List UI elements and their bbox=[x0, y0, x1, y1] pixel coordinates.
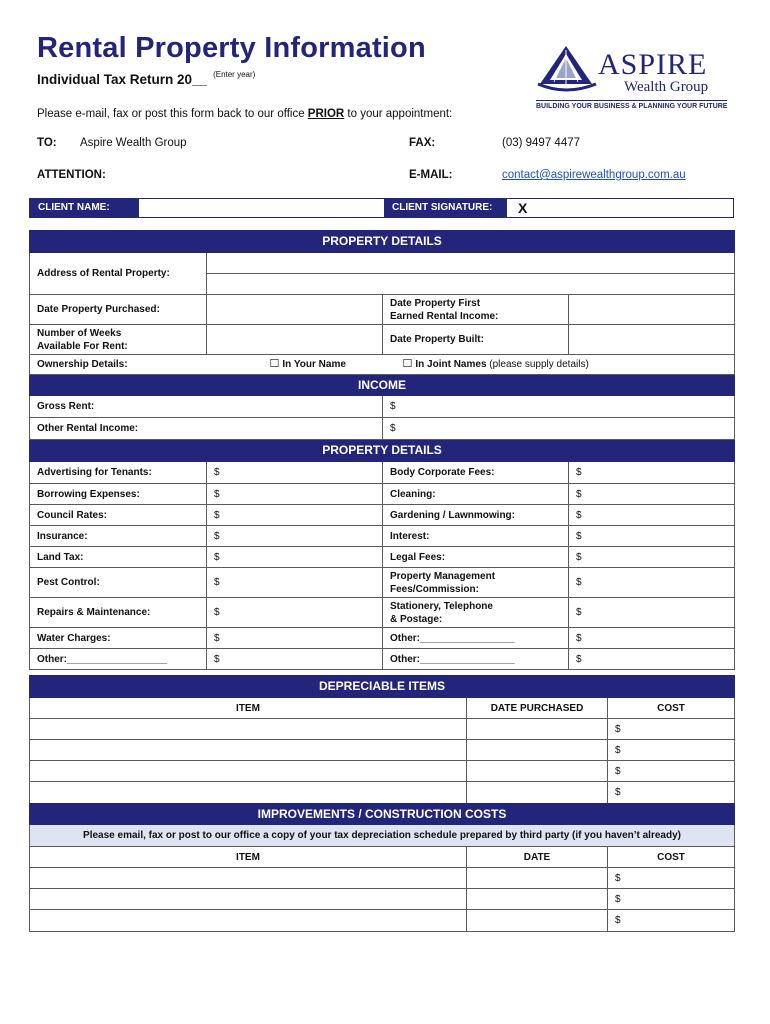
client-bar bbox=[29, 198, 734, 218]
checkbox-icon[interactable]: ☐ bbox=[269, 358, 280, 370]
cost-field[interactable]: $ bbox=[608, 910, 735, 932]
cost-field[interactable]: $ bbox=[608, 719, 735, 740]
expense-field[interactable]: $ bbox=[569, 628, 735, 649]
expense-field[interactable]: $ bbox=[569, 547, 735, 568]
item-field[interactable] bbox=[30, 889, 467, 910]
expense-field[interactable]: $ bbox=[207, 526, 383, 547]
gross-rent-label: Gross Rent: bbox=[30, 396, 383, 418]
client-name-label: CLIENT NAME: bbox=[30, 199, 138, 217]
checkbox-icon[interactable]: ☐ bbox=[402, 358, 413, 370]
email-label: E-MAIL: bbox=[409, 169, 453, 181]
built-field[interactable] bbox=[569, 325, 735, 355]
form-subtitle bbox=[37, 72, 255, 87]
joint-names-note: (please supply details) bbox=[486, 359, 589, 370]
date-field[interactable] bbox=[467, 761, 608, 782]
date-field[interactable] bbox=[467, 740, 608, 761]
date-purchased-field[interactable] bbox=[207, 295, 383, 325]
expense-label-line-2: Fees/Commission: bbox=[390, 583, 479, 595]
gross-rent-field[interactable]: $ bbox=[383, 396, 735, 418]
expense-label-2line bbox=[383, 598, 569, 628]
col-date-purchased: DATE PURCHASED bbox=[467, 698, 608, 719]
client-signature-field[interactable] bbox=[506, 199, 733, 217]
logo-subname: Wealth Group bbox=[624, 79, 709, 95]
date-purchased-label: Date Property Purchased: bbox=[30, 295, 207, 325]
first-income-label bbox=[383, 295, 569, 325]
weeks-label-2: Available For Rent: bbox=[37, 340, 128, 352]
depreciable-items-table bbox=[29, 675, 735, 804]
expenses-heading: PROPERTY DETAILS bbox=[30, 440, 735, 462]
weeks-field[interactable] bbox=[207, 325, 383, 355]
expense-field[interactable]: $ bbox=[207, 462, 383, 484]
expense-field[interactable]: $ bbox=[569, 462, 735, 484]
email-link[interactable]: contact@aspirewealthgroup.com.au bbox=[502, 169, 686, 181]
ownership-label: Ownership Details: bbox=[30, 355, 207, 375]
col-cost: COST bbox=[608, 847, 735, 868]
date-field[interactable] bbox=[467, 910, 608, 932]
expense-field[interactable]: $ bbox=[207, 598, 383, 628]
expense-label: Insurance: bbox=[30, 526, 207, 547]
logo-tagline: BUILDING YOUR BUSINESS & PLANNING YOUR FUTURE bbox=[536, 100, 727, 110]
item-field[interactable] bbox=[30, 740, 467, 761]
cost-field[interactable]: $ bbox=[608, 889, 735, 910]
col-item: ITEM bbox=[30, 698, 467, 719]
cost-field[interactable]: $ bbox=[608, 782, 735, 804]
address-field[interactable] bbox=[207, 253, 735, 274]
expense-label: Body Corporate Fees: bbox=[383, 462, 569, 484]
instructions-pre: Please e-mail, fax or post this form back to our office bbox=[37, 108, 308, 120]
first-income-label-1: Date Property First bbox=[390, 297, 481, 309]
date-field[interactable] bbox=[467, 719, 608, 740]
own-name-option[interactable] bbox=[207, 355, 383, 375]
item-field[interactable] bbox=[30, 868, 467, 889]
improvements-table bbox=[29, 803, 735, 932]
income-heading: INCOME bbox=[30, 375, 735, 396]
to-label: TO: bbox=[37, 137, 57, 149]
expense-label: Advertising for Tenants: bbox=[30, 462, 207, 484]
depreciable-heading: DEPRECIABLE ITEMS bbox=[30, 676, 735, 698]
date-field[interactable] bbox=[467, 889, 608, 910]
expense-label: Land Tax: bbox=[30, 547, 207, 568]
expense-field[interactable]: $ bbox=[569, 598, 735, 628]
expense-field[interactable]: $ bbox=[207, 484, 383, 505]
expense-field[interactable]: $ bbox=[569, 526, 735, 547]
joint-names-option[interactable] bbox=[383, 355, 735, 375]
first-income-label-2: Earned Rental Income: bbox=[390, 310, 499, 322]
expense-label: Other:_________________ bbox=[383, 628, 569, 649]
client-name-field[interactable] bbox=[138, 199, 384, 217]
cost-field[interactable]: $ bbox=[608, 740, 735, 761]
item-field[interactable] bbox=[30, 782, 467, 804]
expense-label: Borrowing Expenses: bbox=[30, 484, 207, 505]
company-logo bbox=[536, 44, 730, 114]
cost-field[interactable]: $ bbox=[608, 761, 735, 782]
item-field[interactable] bbox=[30, 719, 467, 740]
first-income-field[interactable] bbox=[569, 295, 735, 325]
other-income-label: Other Rental Income: bbox=[30, 418, 383, 440]
expense-field[interactable]: $ bbox=[207, 628, 383, 649]
instructions-post: to your appointment: bbox=[344, 108, 453, 120]
col-cost: COST bbox=[608, 698, 735, 719]
expense-label: Other:_________________ bbox=[383, 649, 569, 670]
expense-field[interactable]: $ bbox=[569, 568, 735, 598]
logo-name: ASPIRE bbox=[598, 48, 708, 81]
expense-label-line-2: & Postage: bbox=[390, 613, 443, 625]
fax-label: FAX: bbox=[409, 137, 436, 149]
fax-value: (03) 9497 4477 bbox=[502, 137, 581, 149]
expense-field[interactable]: $ bbox=[207, 505, 383, 526]
signature-mark: X bbox=[518, 200, 528, 216]
to-value: Aspire Wealth Group bbox=[80, 137, 187, 149]
expense-label: Legal Fees: bbox=[383, 547, 569, 568]
instructions bbox=[37, 108, 452, 120]
improvements-note: Please email, fax or post to our office a copy of your tax depreciation schedule prepared by third party (if you haven’t already) bbox=[30, 825, 735, 847]
col-item: ITEM bbox=[30, 847, 467, 868]
improvements-heading: IMPROVEMENTS / CONSTRUCTION COSTS bbox=[30, 804, 735, 825]
expense-label: Gardening / Lawnmowing: bbox=[383, 505, 569, 526]
own-name-label: In Your Name bbox=[282, 359, 346, 370]
col-date: DATE bbox=[467, 847, 608, 868]
expense-label: Water Charges: bbox=[30, 628, 207, 649]
expense-field[interactable]: $ bbox=[207, 568, 383, 598]
date-field[interactable] bbox=[467, 868, 608, 889]
expense-label: Cleaning: bbox=[383, 484, 569, 505]
subtitle-text: Individual Tax Return 20__ bbox=[37, 72, 208, 87]
expense-field[interactable]: $ bbox=[569, 484, 735, 505]
item-field[interactable] bbox=[30, 761, 467, 782]
attention-label: ATTENTION: bbox=[37, 169, 106, 181]
enter-year-hint: (Enter year) bbox=[213, 70, 256, 79]
page-title: Rental Property Information bbox=[37, 32, 426, 64]
expense-field[interactable]: $ bbox=[207, 649, 383, 670]
weeks-label-1: Number of Weeks bbox=[37, 327, 122, 339]
address-field-2[interactable] bbox=[207, 274, 735, 295]
property-details-heading: PROPERTY DETAILS bbox=[30, 231, 735, 253]
joint-names-label: In Joint Names bbox=[415, 359, 487, 370]
instructions-prior: PRIOR bbox=[307, 108, 345, 120]
expense-field[interactable]: $ bbox=[207, 547, 383, 568]
expense-label: Other:__________________ bbox=[30, 649, 207, 670]
expense-label: Repairs & Maintenance: bbox=[30, 598, 207, 628]
expense-label: Interest: bbox=[383, 526, 569, 547]
expense-label-line-1: Property Management bbox=[390, 570, 496, 582]
built-label: Date Property Built: bbox=[383, 325, 569, 355]
other-income-field[interactable]: $ bbox=[383, 418, 735, 440]
aspire-logo-icon bbox=[536, 44, 598, 96]
address-label: Address of Rental Property: bbox=[30, 253, 207, 295]
expense-field[interactable]: $ bbox=[569, 505, 735, 526]
client-signature-label: CLIENT SIGNATURE: bbox=[384, 199, 506, 217]
expense-label: Council Rates: bbox=[30, 505, 207, 526]
weeks-label bbox=[30, 325, 207, 355]
expense-label: Pest Control: bbox=[30, 568, 207, 598]
expense-label-2line bbox=[383, 568, 569, 598]
expense-label-line-1: Stationery, Telephone bbox=[390, 600, 493, 612]
item-field[interactable] bbox=[30, 910, 467, 932]
property-details-table bbox=[29, 230, 735, 670]
date-field[interactable] bbox=[467, 782, 608, 804]
cost-field[interactable]: $ bbox=[608, 868, 735, 889]
expense-field[interactable]: $ bbox=[569, 649, 735, 670]
